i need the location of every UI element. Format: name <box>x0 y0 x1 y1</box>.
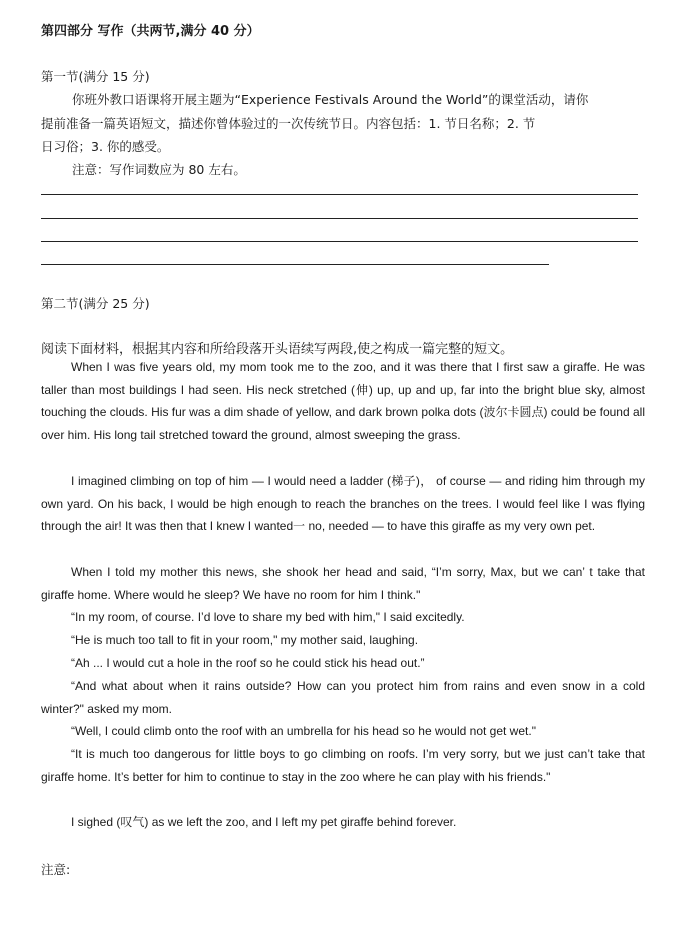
section2-title: 第二节(满分 25 分) <box>41 296 150 311</box>
answer-line <box>41 194 638 195</box>
part-title: 第四部分 写作（共两节,满分 40 分） <box>41 24 260 39</box>
section1-prompt-line2: 提前准备一篇英语短文，描述你曾体验过的一次传统节日。内容包括：1. 节日名称；2. 节 <box>41 116 536 131</box>
story-paragraph-7: “And what about when it rains outside? How can you protect him from rains and even snow in a cold winter?" asked my mom. <box>41 679 645 716</box>
section1-note: 注意：写作词数应为 80 左右。 <box>72 162 246 177</box>
story-paragraph-4: “In my room, of course. I’d love to share my bed with him," I said excitedly. <box>71 610 465 624</box>
section1-prompt-line3: 日习俗；3. 你的感受。 <box>41 139 170 154</box>
section1-title: 第一节(满分 15 分) <box>41 69 150 84</box>
story-paragraph-1: When I was five years old, my mom took me to the zoo, and it was there that I first saw a giraffe. He was taller than most buildings I had seen. His neck stretched (伸) up, up and up, far into the bright blue sky, almost touching the clouds. His fur was a dim shade of yellow, and dark brown polka dots (波尔卡圆点) could be found all over him. His long tail stretched toward the ground, almost sweeping the grass. <box>41 360 645 443</box>
story-paragraph-9: “It is much too dangerous for little boys to go climbing on roofs. I’m very sorry, but we just can’t take that giraffe home. It’s better for him to continue to stay in the zoo where he can play with his friends." <box>41 747 645 784</box>
story-paragraph-3: When I told my mother this news, she shook her head and said, “I’m sorry, Max, but we can’ t take that giraffe home. Where would he sleep? We have no room for him I think." <box>41 565 645 602</box>
section1-prompt-line1: 你班外教口语课将开展主题为“Experience Festivals Around the World”的课堂活动，请你 <box>72 92 589 107</box>
story-paragraph-2: I imagined climbing on top of him — I would need a ladder (梯子)， of course — and riding him through my own yard. On his back, I would be high enough to reach the branches on the trees. I would feel like I was flying through the air! It was then that I knew I wanted一 no, needed — to have this giraffe as my very own pet. <box>41 474 645 534</box>
section2-instruction: 阅读下面材料，根据其内容和所给段落开头语续写两段,使之构成一篇完整的短文。 <box>41 342 514 357</box>
story-paragraph-10: I sighed (叹气) as we left the zoo, and I left my pet giraffe behind forever. <box>71 815 457 829</box>
answer-line <box>41 218 638 219</box>
story-paragraph-8: “Well, I could climb onto the roof with an umbrella for his head so he would not get wet." <box>71 724 536 738</box>
story-paragraph-5: “He is much too tall to fit in your room," my mother said, laughing. <box>71 633 419 647</box>
answer-line <box>41 264 549 265</box>
story-paragraph-6: “Ah ... I would cut a hole in the roof so he could stick his head out.” <box>71 656 425 670</box>
answer-line <box>41 241 638 242</box>
section2-note-label: 注意: <box>41 862 71 877</box>
